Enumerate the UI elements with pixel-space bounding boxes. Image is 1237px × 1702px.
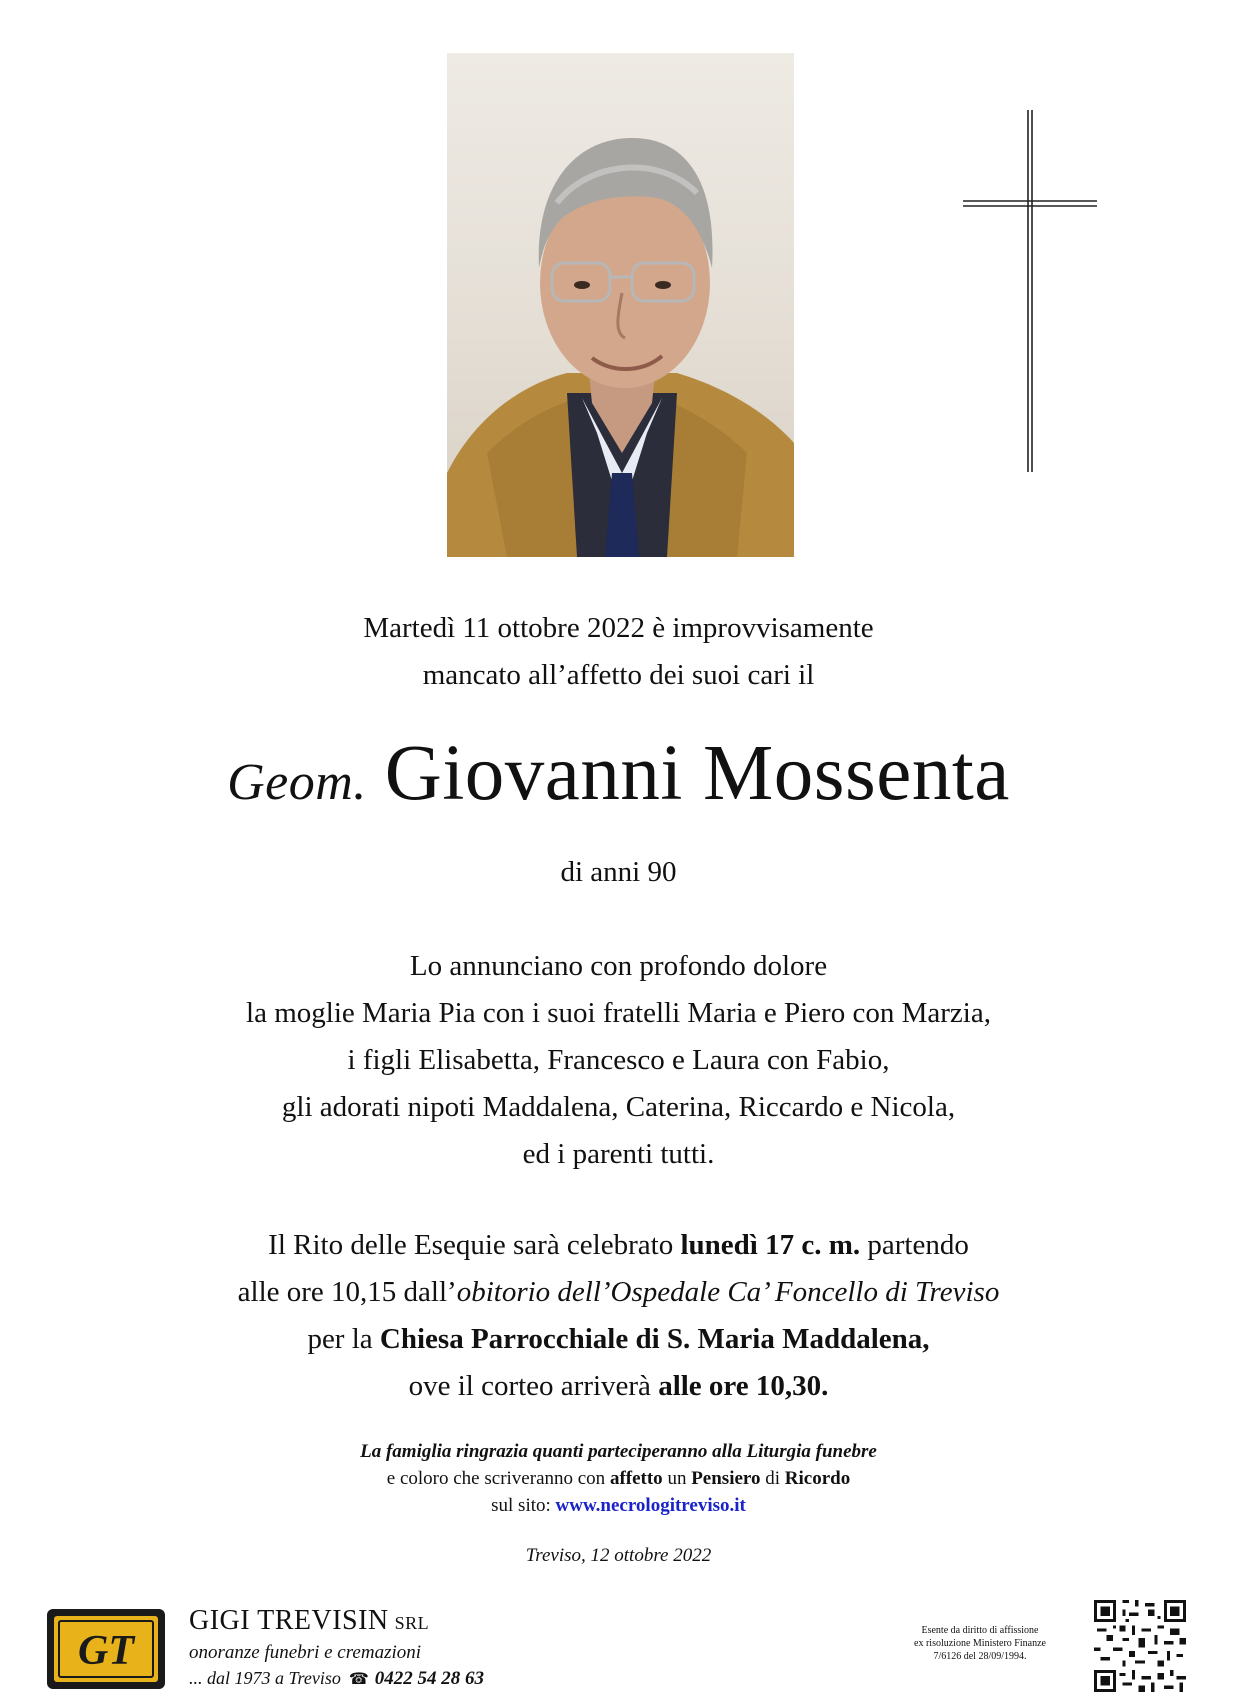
tax-note-line: Esente da diritto di affissione (921, 1625, 1039, 1636)
company-logo (47, 1609, 165, 1689)
thanks-text: e coloro che scriveranno con (386, 1468, 610, 1489)
funeral-details (0, 1222, 1237, 1410)
company-suffix: SRL (394, 1613, 430, 1633)
funeral-text: Il Rito delle Esequie sarà celebrato (268, 1229, 681, 1261)
company-name: GIGI TREVISIN (189, 1605, 389, 1636)
funeral-text: ove il corteo arriverà (408, 1370, 659, 1402)
deceased-title: Geom. (227, 754, 367, 811)
company-name-line (189, 1605, 549, 1639)
funeral-text: partendo (860, 1229, 969, 1261)
funeral-line-1 (0, 1222, 1237, 1269)
thanks-note (0, 1438, 1237, 1519)
thanks-line-2 (0, 1465, 1237, 1492)
tax-note-line: ex risoluzione Ministero Finanze (914, 1638, 1046, 1649)
thanks-text: Ricordo (784, 1468, 851, 1489)
thanks-line-3 (0, 1492, 1237, 1519)
qr-code-icon[interactable] (1094, 1600, 1186, 1692)
funeral-church: Chiesa Parrocchiale di S. Maria Maddalena, (379, 1323, 930, 1355)
intro-text (0, 605, 1237, 699)
funeral-line-4 (0, 1363, 1237, 1410)
site-link[interactable]: www.necrologitreviso.it (555, 1495, 746, 1516)
company-info (189, 1605, 549, 1692)
company-phone[interactable]: 0422 54 28 63 (374, 1668, 485, 1689)
cross-icon (963, 110, 1097, 472)
thanks-text: affetto (609, 1468, 663, 1489)
announcement-line: Lo annunciano con profondo dolore (409, 950, 828, 982)
company-tagline: onoranze funebri e cremazioni (189, 1642, 422, 1663)
thanks-text: di (760, 1468, 785, 1489)
publication-date: Treviso, 12 ottobre 2022 (525, 1545, 712, 1566)
thanks-text: un (662, 1468, 692, 1489)
funeral-date: lunedì 17 c. m. (680, 1229, 861, 1261)
deceased-name-line (0, 724, 1237, 833)
announcement-line: gli adorati nipoti Maddalena, Caterina, Riccardo e Nicola, (281, 1091, 956, 1123)
funeral-arrival-time: alle ore 10,30. (658, 1370, 829, 1402)
announcement-line: ed i parenti tutti. (522, 1138, 715, 1170)
funeral-text: alle ore 10,15 dall’ (237, 1276, 457, 1308)
funeral-departure-place: obitorio dell’Ospedale Ca’ Foncello di Treviso (456, 1276, 1000, 1308)
announcement (0, 943, 1237, 1178)
deceased-age: di anni 90 (560, 856, 677, 888)
thanks-text: Pensiero (691, 1468, 761, 1489)
company-since: ... dal 1973 a Treviso (189, 1668, 341, 1688)
svg-text:GT: GT (78, 1628, 134, 1674)
intro-line-1: Martedì 11 ottobre 2022 è improvvisamente (363, 612, 874, 644)
announcement-line: i figli Elisabetta, Francesco e Laura con Fabio, (347, 1044, 890, 1076)
site-label: sul sito: (491, 1495, 556, 1516)
intro-line-2: mancato all’affetto dei suoi cari il (422, 659, 815, 691)
announcement-line: la moglie Maria Pia con i suoi fratelli Maria e Piero con Marzia, (246, 997, 991, 1029)
tax-exemption-note (880, 1624, 1080, 1663)
portrait-photo (447, 53, 794, 557)
funeral-line-2 (0, 1269, 1237, 1316)
deceased-name: Giovanni Mossenta (384, 730, 1010, 817)
funeral-text: per la (307, 1323, 380, 1355)
thanks-line-1: La famiglia ringrazia quanti parteciperanno alla Liturgia funebre (360, 1441, 877, 1462)
company-since-line (189, 1666, 549, 1692)
tax-note-line: 7/6126 del 28/09/1994. (933, 1651, 1027, 1662)
phone-icon: ☎ (348, 1671, 369, 1688)
funeral-line-3 (0, 1316, 1237, 1363)
